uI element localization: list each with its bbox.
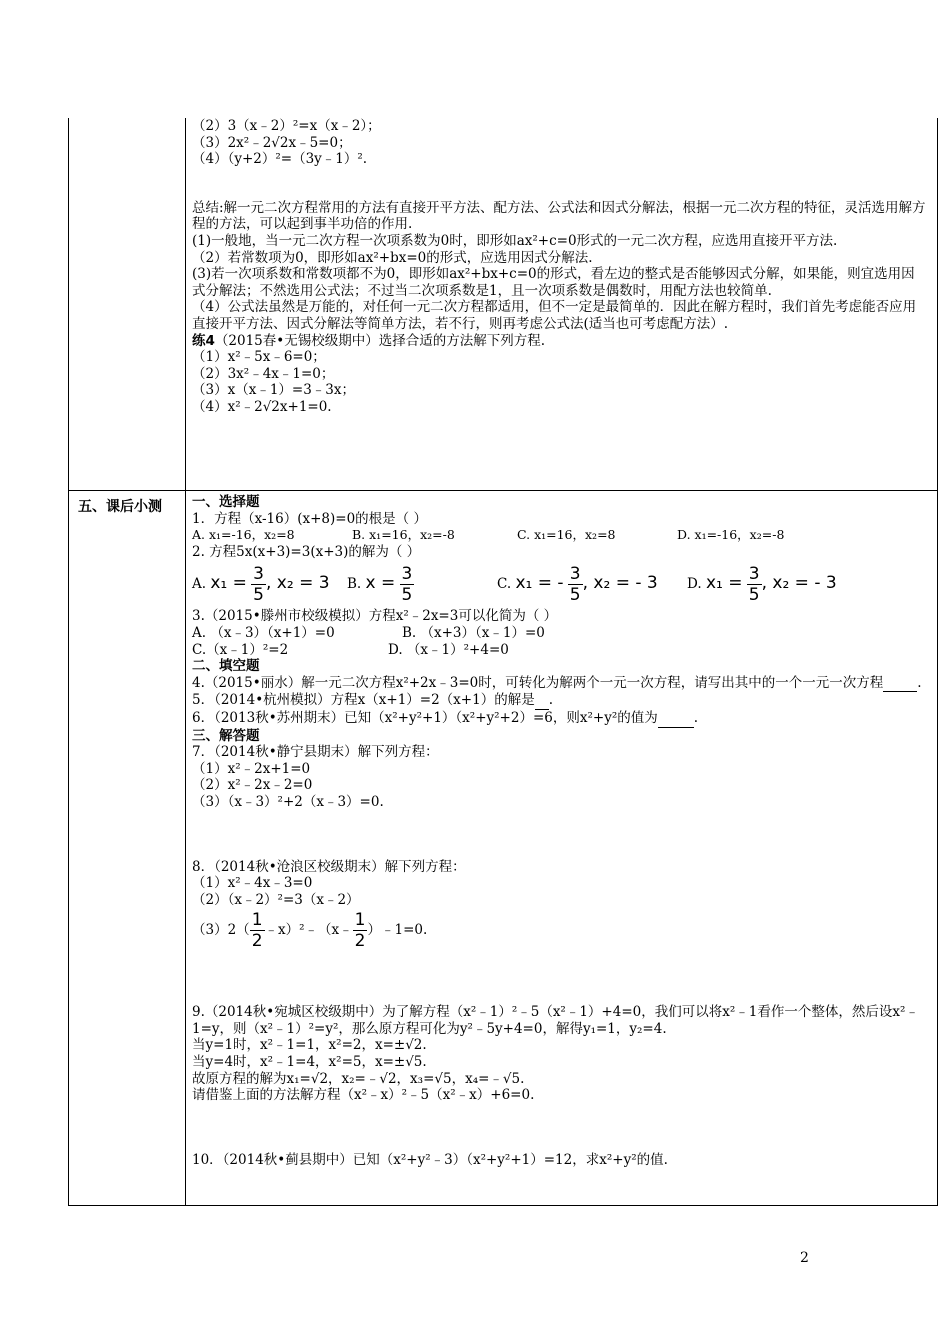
q9-line: 当y=1时，x²﹣1=1，x²=2，x=±√2. [192, 1037, 427, 1054]
table-bottom-border [68, 1205, 938, 1206]
section-label: 五、课后小测 [78, 499, 162, 515]
q2-option-d: D. x₁ = $\frac{3}{5}$ , x₂ = - 3 [687, 563, 837, 605]
fraction: $\frac{3}{5}$ [401, 563, 413, 605]
q1-option-b: B. x₁=16，x₂=-8 [352, 527, 455, 543]
heading-multiple-choice: 一、选择题 [192, 494, 260, 510]
top-cell [192, 118, 927, 416]
question-4: 4.（2015•丽水）解一元二次方程x²+2x﹣3=0时，可转化为解两个一元一次方程，请写出其中的一个一元一次方程 . [192, 674, 922, 691]
table-row-divider [68, 490, 938, 491]
q7-item: （3）（x﹣3）²+2（x﹣3）=0. [192, 793, 384, 810]
q8-item-3: （3）2（ $\frac{1}{2}$ ﹣x）²﹣（x﹣ $\frac{1}{2}$ ）﹣1=0. [192, 909, 428, 951]
q8-item: （1）x²﹣4x﹣3=0 [192, 875, 313, 892]
question-1: 1．方程（x-16）(x+8)=0的根是（ ） [192, 510, 427, 527]
q3-option-d: D. （x﹣1）²+4=0 [388, 641, 509, 658]
q7-item: （1）x²﹣2x+1=0 [192, 760, 311, 777]
table-right-border [937, 118, 938, 1206]
q1-option-d: D. x₁=-16，x₂=-8 [677, 527, 785, 543]
summary-point-4: （4）公式法虽然是万能的，对任何一元二次方程都适用，但不一定是最简单的．因此在解方程时，我们首先考虑能否应用直接开平方法、因式分解法等简单方法，若不行，则再考虑公式法(适当也可考虑配方法）. [192, 299, 917, 332]
question-7: 7．（2014秋•静宁县期末）解下列方程： [192, 744, 439, 761]
practice-item: （1）x²﹣5x﹣6=0； [192, 349, 326, 366]
eq-line-3: （3）2x²﹣2√2x﹣5=0； [192, 134, 352, 151]
fraction: $\frac{1}{2}$ [251, 909, 263, 951]
question-3-options-cd [192, 642, 927, 659]
heading-fill-in: 二、填空题 [192, 658, 260, 675]
summary-point-3: (3)若一次项系数和常数项都不为0，即形如ax²+bx+c=0的形式，看左边的整式是否能够因式分解，如果能，则宜选用因式分解法；不然选用公式法；不过当二次项系数是1，且一次项系数是偶数时，用配方法也较简单. [192, 266, 915, 299]
fraction: $\frac{3}{5}$ [748, 563, 760, 605]
eq-line-4: （4）（y+2）²=（3y﹣1）². [192, 151, 368, 168]
question-6: 6．（2013秋•苏州期末）已知（x²+y²+1）（x²+y²+2）=6，则x²+y²的值为 . [192, 709, 699, 726]
q9-line: 当y=4时，x²﹣1=4，x²=5，x=±√5. [192, 1054, 427, 1071]
answer-blank [658, 710, 694, 728]
summary-point-2: （2）若常数项为0，即形如ax²+bx=0的形式，应选用因式分解法. [192, 249, 593, 266]
practice-item: （2）3x²﹣4x﹣1=0； [192, 365, 335, 382]
eq-line-2: （2）3（x﹣2）²=x（x﹣2）； [192, 118, 381, 134]
question-1-options [192, 527, 927, 544]
practice-text: （2015春•无锡校级期中）选择合适的方法解下列方程. [214, 332, 546, 349]
q1-option-c: C. x₁=16，x₂=8 [517, 527, 616, 543]
question-2: 2. 方程5x(x+3)=3(x+3)的解为（ ） [192, 543, 421, 560]
fraction: $\frac{3}{5}$ [253, 563, 264, 605]
practice-heading [192, 333, 927, 350]
table-left-border [68, 118, 69, 1206]
q9-line: 故原方程的解为x₁=√2，x₂=﹣√2，x₃=√5，x₄=﹣√5. [192, 1070, 525, 1087]
quiz-cell [192, 494, 927, 1168]
page-number: 2 [800, 1250, 809, 1266]
practice-item: （3）x（x﹣1）=3﹣3x； [192, 382, 356, 399]
q2-option-c: C. x₁ = - $\frac{3}{5}$ , x₂ = - 3 [497, 563, 658, 605]
table-column-divider [185, 118, 186, 1206]
summary-paragraph: 总结:解一元二次方程常用的方法有直接开平方法、配方法、公式法和因式分解法，根据一元二次方程的特征，灵活选用解方程的方法，可以起到事半功倍的作用. [192, 199, 926, 233]
q3-option-c: C.（x﹣1）²=2 [192, 641, 289, 658]
question-3-options-ab [192, 625, 927, 642]
fraction: $\frac{1}{2}$ [354, 909, 366, 951]
answer-blank [883, 675, 917, 693]
answer-blank [535, 692, 549, 710]
q3-option-b: B. （x+3）（x﹣1）=0 [402, 624, 545, 641]
q7-item: （2）x²﹣2x﹣2=0 [192, 777, 313, 794]
summary-point-1: (1)一般地，当一元二次方程一次项系数为0时，即形如ax²+c=0形式的一元二次方程，应选用直接开平方法. [192, 232, 838, 249]
q1-option-a: A. x₁=-16，x₂=8 [192, 527, 295, 543]
question-8: 8．（2014秋•沧浪区校级期末）解下列方程： [192, 858, 466, 875]
fraction: $\frac{3}{5}$ [569, 563, 581, 605]
question-2-options [192, 560, 927, 608]
question-5: 5．（2014•杭州模拟）方程x（x+1）=2（x+1）的解是 . [192, 692, 553, 709]
question-10: 10．（2014秋•蓟县期中）已知（x²+y²﹣3）（x²+y²+1）=12，求x²+y²的值. [192, 1151, 668, 1168]
practice-label: 练4 [192, 332, 215, 349]
practice-item: （4）x²﹣2√2x+1=0. [192, 398, 332, 415]
q9-line: 请借鉴上面的方法解方程（x²﹣x）²﹣5（x²﹣x）+6=0. [192, 1087, 535, 1104]
q2-option-b: B. x = $\frac{3}{5}$ [347, 563, 413, 605]
q2-option-a: A. x₁ = $\frac{3}{5}$ , x₂ = 3 [192, 563, 330, 605]
q8-item: （2）（x﹣2）²=3（x﹣2） [192, 891, 360, 908]
heading-solve: 三、解答题 [192, 727, 260, 744]
q3-option-a: A. （x﹣3）（x+1）=0 [192, 624, 335, 641]
question-3: 3.（2015•滕州市校级模拟）方程x²﹣2x=3可以化简为（ ） [192, 608, 558, 625]
question-9: 9.（2014秋•宛城区校级期中）为了解方程（x²﹣1）²﹣5（x²﹣1）+4=0，我们可以将x²﹣1看作一个整体，然后设x²﹣1=y，则（x²﹣1）²=y²，那么原方程可化为y²﹣5y+4=0，解得y₁=1，y₂=4. [192, 1004, 919, 1037]
